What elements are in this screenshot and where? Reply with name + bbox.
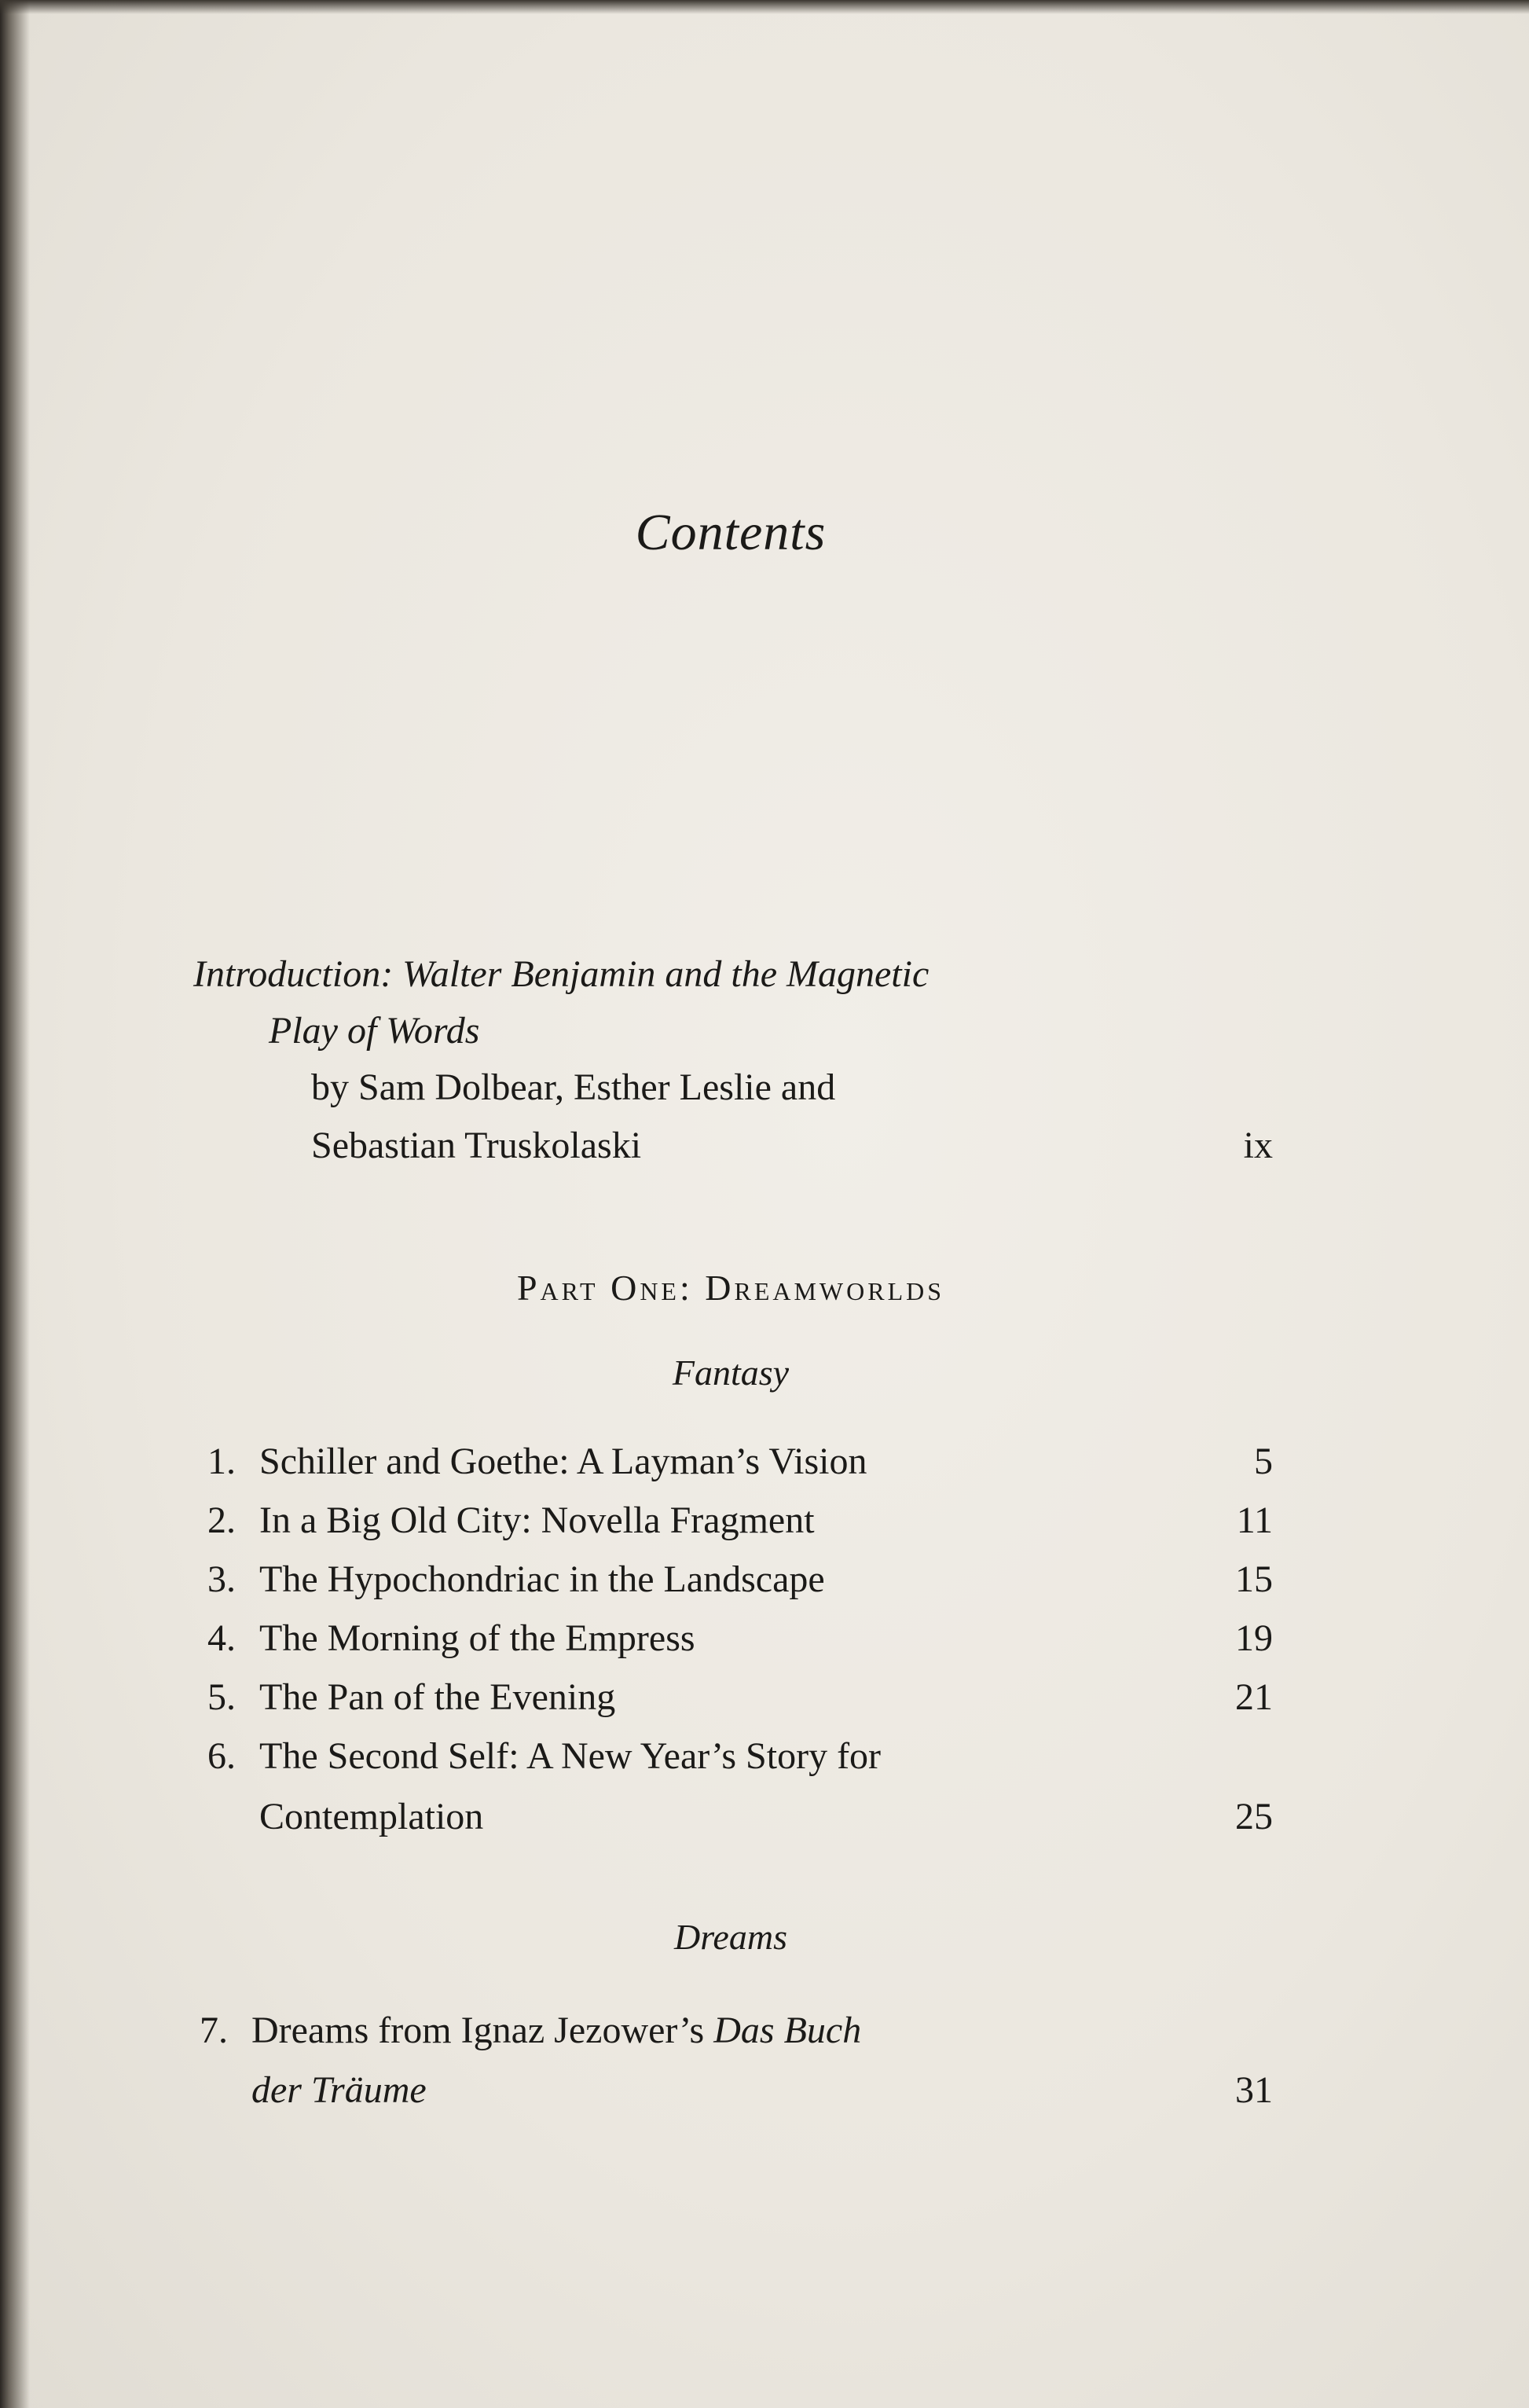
entry-title-continued: der Träume <box>251 2069 427 2111</box>
entry-title <box>251 2007 861 2054</box>
entry-title: The Second Self: A New Year’s Story for <box>259 1735 882 1777</box>
entry-number: 5. <box>207 1676 236 1718</box>
entry-title-continued: Contemplation <box>259 1796 484 1837</box>
section-heading-dreams: Dreams <box>674 1917 787 1957</box>
entry-title: Schiller and Goethe: A Layman’s Vision <box>259 1441 867 1482</box>
entry-page-number: 31 <box>1235 2069 1273 2111</box>
entry-title: The Pan of the Evening <box>259 1676 616 1718</box>
intro-authors-line1: by Sam Dolbear, Esther Leslie and <box>311 1066 836 1108</box>
spine-shadow <box>0 0 30 2408</box>
top-edge-shadow <box>0 0 1529 14</box>
entry-number: 7. <box>200 2010 228 2051</box>
entry-page-number: 21 <box>1235 1676 1273 1718</box>
entry-number: 6. <box>207 1735 236 1777</box>
entry-number: 2. <box>207 1499 236 1541</box>
entry-page-number: 11 <box>1236 1499 1273 1541</box>
entry-page-number: 5 <box>1254 1441 1273 1482</box>
page-title: Contents <box>635 504 827 561</box>
intro-page-number: ix <box>1243 1125 1273 1166</box>
entry-number: 4. <box>207 1617 236 1659</box>
entry-title: The Hypochondriac in the Landscape <box>259 1558 825 1600</box>
entry-title: In a Big Old City: Novella Fragment <box>259 1499 815 1541</box>
part-heading: Part One: Dreamworlds <box>516 1268 945 1308</box>
entry-number: 1. <box>207 1441 236 1482</box>
entry-page-number: 25 <box>1235 1796 1273 1837</box>
entry-number: 3. <box>207 1558 236 1600</box>
entry-title-text: Dreams from Ignaz Jezower’s <box>251 2010 714 2051</box>
intro-title-line1: Introduction: Walter Benjamin and the Magnetic <box>193 953 930 995</box>
intro-title-line2: Play of Words <box>269 1010 480 1052</box>
entry-page-number: 15 <box>1235 1558 1273 1600</box>
intro-authors-line2: Sebastian Truskolaski <box>311 1125 642 1166</box>
entry-title-italic: Das Buch <box>713 2010 862 2051</box>
entry-title: The Morning of the Empress <box>259 1617 695 1659</box>
section-heading-fantasy: Fantasy <box>672 1353 790 1393</box>
entry-page-number: 19 <box>1235 1617 1273 1659</box>
